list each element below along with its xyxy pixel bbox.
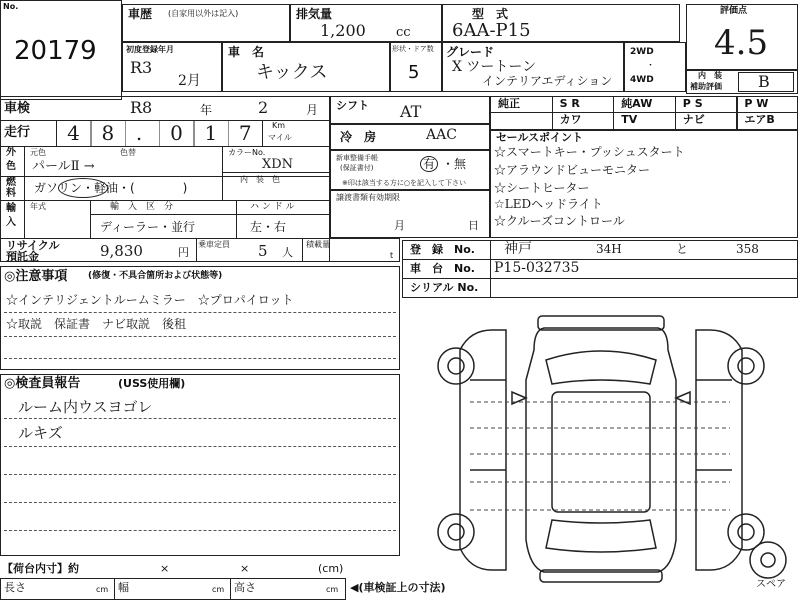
- cargo-length-label: 長さ: [4, 581, 26, 594]
- registration-class: 34H: [596, 242, 622, 256]
- first-reg-month: 2月: [178, 73, 201, 89]
- right-side-panel: [696, 330, 742, 570]
- score-value: 4.5: [714, 23, 769, 63]
- recycle-label: リサイクル: [6, 239, 60, 252]
- transfer-label: 譲渡書類有効期限: [336, 193, 400, 202]
- equipment-item: エアB: [744, 113, 775, 126]
- fuel-value: ガソリン・軽油・( ): [34, 181, 188, 195]
- cargo-note: ◀(車検証上の寸法): [350, 581, 446, 594]
- sales-point-3: ☆シートヒーター: [494, 181, 590, 195]
- ac-value: AAC: [426, 127, 457, 143]
- import-year-label: 年式: [30, 202, 46, 211]
- mileage-digit: 7: [238, 121, 252, 145]
- recycle-label-2: 預託金: [6, 250, 39, 263]
- equipment-item: S R: [559, 97, 580, 110]
- maintenance-record-label-2: (保証書付): [340, 164, 374, 172]
- inspection-year-prefix: R8: [130, 98, 153, 117]
- notes-label: ◎注意事項: [4, 269, 68, 284]
- equipment-item: 純正: [498, 97, 520, 110]
- rear-window: [546, 520, 656, 552]
- displacement-label: 排気量: [296, 7, 333, 21]
- fuel-label: 燃: [6, 177, 16, 188]
- chassis-value: P15-032735: [494, 260, 580, 276]
- equipment-item: P S: [682, 97, 703, 110]
- inspector-line-1: ルーム内ウスヨゴレ: [18, 398, 153, 416]
- chassis-label: 車 台 No.: [410, 262, 475, 275]
- drive-2wd: 2WD: [630, 47, 654, 57]
- original-color-value: パールⅡ →: [32, 159, 95, 174]
- recycle-unit: 円: [178, 246, 189, 259]
- inspection-year-unit: 年: [200, 103, 213, 117]
- import-category-label: 輸 入 区 分: [110, 202, 174, 212]
- cargo-width-cm: cm: [212, 585, 225, 594]
- cargo-height-cm: cm: [326, 585, 339, 594]
- serial-label: シリアル No.: [410, 281, 479, 294]
- notes-line-2: ☆取説 保証書 ナビ取説 後租: [6, 317, 187, 331]
- model-label: 型 式: [472, 7, 509, 21]
- sales-point-1: ☆スマートキー・プッシュスタート: [494, 145, 685, 159]
- wheel-front-right: [728, 348, 764, 384]
- sales-point-2: ☆アラウンドビューモニター: [494, 163, 651, 177]
- grade-label: グレード: [446, 45, 495, 59]
- changed-color-label: 色替: [120, 148, 136, 157]
- color-code-label: カラーNo.: [228, 148, 266, 157]
- shift-label: シフト: [336, 99, 369, 112]
- inspector-line-2: ルキズ: [18, 424, 63, 442]
- transfer-month-unit: 月: [394, 219, 405, 232]
- outer-color-label-2: 色: [6, 161, 16, 172]
- doors-label: 形状・ドア数: [392, 45, 434, 53]
- fuel-label-2: 料: [6, 188, 16, 199]
- registration-label: 登 録 No.: [410, 243, 475, 256]
- inspector-label: ◎検査員報告: [4, 376, 81, 391]
- original-color-label: 元色: [30, 148, 46, 157]
- handle-value: 左・右: [250, 220, 287, 234]
- equipment-item: 純AW: [621, 97, 653, 110]
- history-note: (自家用以外は記入): [168, 9, 239, 18]
- equipment-item: カワ: [559, 113, 582, 126]
- outer-color-label: 外: [6, 147, 16, 158]
- car-name-label: 車 名: [228, 45, 265, 59]
- registration-area: 神戸: [504, 241, 532, 257]
- windshield: [546, 351, 656, 384]
- lot-number: 20179: [14, 36, 97, 66]
- left-side-panel: [460, 330, 506, 570]
- interior-label: 内 装: [698, 71, 722, 80]
- spare-label: スペア: [756, 579, 786, 590]
- grade-value: X ツートーン: [452, 59, 537, 75]
- first-reg-label: 初度登録年月: [126, 45, 174, 54]
- displacement-unit: cc: [396, 25, 411, 40]
- transfer-day-unit: 日: [468, 219, 479, 232]
- recycle-value: 9,830: [100, 242, 143, 260]
- load-label: 積載量: [306, 240, 330, 249]
- interior-value: B: [758, 72, 770, 91]
- import-label: 輸: [6, 203, 16, 214]
- sales-point-5: ☆クルーズコントロール: [494, 214, 625, 228]
- no-label: No.: [3, 2, 19, 11]
- registration-kana: と: [676, 242, 689, 256]
- handle-label: ハ ン ド ル: [250, 202, 295, 212]
- notes-line-1: ☆インテリジェントルームミラー ☆プロパイロット: [6, 293, 294, 307]
- maintenance-record-label: 新車整備手帳: [336, 154, 378, 162]
- equipment-item: TV: [621, 113, 638, 126]
- registration-number: 358: [736, 242, 759, 256]
- drive-dot: ・: [646, 61, 656, 71]
- car-name-value: キックス: [256, 62, 328, 83]
- capacity-value: 5: [258, 242, 268, 260]
- maintenance-present: 有: [420, 156, 438, 172]
- mileage-digit: 0: [170, 121, 183, 145]
- inspection-month-value: 2: [258, 98, 269, 117]
- capacity-unit: 人: [282, 246, 293, 259]
- equipment-item: P W: [744, 97, 769, 110]
- displacement-value: 1,200: [320, 21, 366, 40]
- capacity-label: 乗車定員: [198, 240, 230, 249]
- ac-label: 冷 房: [340, 130, 377, 144]
- maintenance-absent: ・無: [442, 157, 467, 171]
- mileage-label: 走行: [4, 125, 31, 140]
- inspector-sublabel: (USS使用欄): [118, 377, 186, 390]
- inspection-label: 車検: [4, 101, 31, 116]
- cargo-length-cm: cm: [96, 585, 109, 594]
- cargo-width-label: 幅: [118, 581, 129, 594]
- cargo-unit: (cm): [318, 562, 344, 575]
- sales-point-4: ☆LEDヘッドライト: [494, 197, 603, 211]
- cargo-x2: ×: [240, 562, 250, 575]
- import-category-value: ディーラー・並行: [100, 220, 196, 234]
- shift-value: AT: [400, 102, 422, 121]
- grade-value-2: インテリアエディション: [482, 74, 613, 88]
- mileage-digit: .: [135, 121, 143, 145]
- wheel-front-left: [438, 348, 474, 384]
- mileage-digit: 1: [204, 121, 218, 145]
- mileage-digit: 4: [67, 121, 80, 145]
- mileage-digit: 8: [101, 121, 115, 145]
- interior-label-2: 補助評価: [690, 82, 722, 91]
- notes-sublabel: (修復・不具合箇所および状態等): [88, 271, 223, 281]
- doors-value: 5: [408, 62, 420, 83]
- score-label: 評価点: [720, 6, 748, 16]
- equipment-item: ナビ: [682, 113, 705, 126]
- import-label-2: 入: [6, 217, 16, 228]
- cargo-height-label: 高さ: [234, 581, 256, 594]
- spare-wheel: [750, 542, 786, 578]
- wheel-rear-left: [438, 514, 474, 550]
- roof: [552, 392, 650, 512]
- sales-points-label: セールスポイント: [496, 131, 584, 144]
- interior-color-label: 内 装 色: [240, 175, 280, 184]
- color-code-value: XDN: [262, 157, 294, 172]
- cargo-label: 【荷台内寸】約: [2, 562, 79, 575]
- cargo-x1: ×: [160, 562, 170, 575]
- model-value: 6AA-P15: [452, 20, 531, 41]
- mileage-unit-mile: マイル: [268, 133, 292, 142]
- mileage-unit-km: Km: [272, 121, 286, 130]
- load-unit: t: [390, 251, 394, 260]
- first-reg-value: R3: [130, 58, 153, 77]
- history-label: 車歴: [128, 7, 153, 21]
- inspection-month-unit: 月: [306, 103, 319, 117]
- drive-4wd: 4WD: [630, 75, 654, 85]
- maintenance-note: ※印は該当する方に○を記入して下さい: [342, 179, 466, 187]
